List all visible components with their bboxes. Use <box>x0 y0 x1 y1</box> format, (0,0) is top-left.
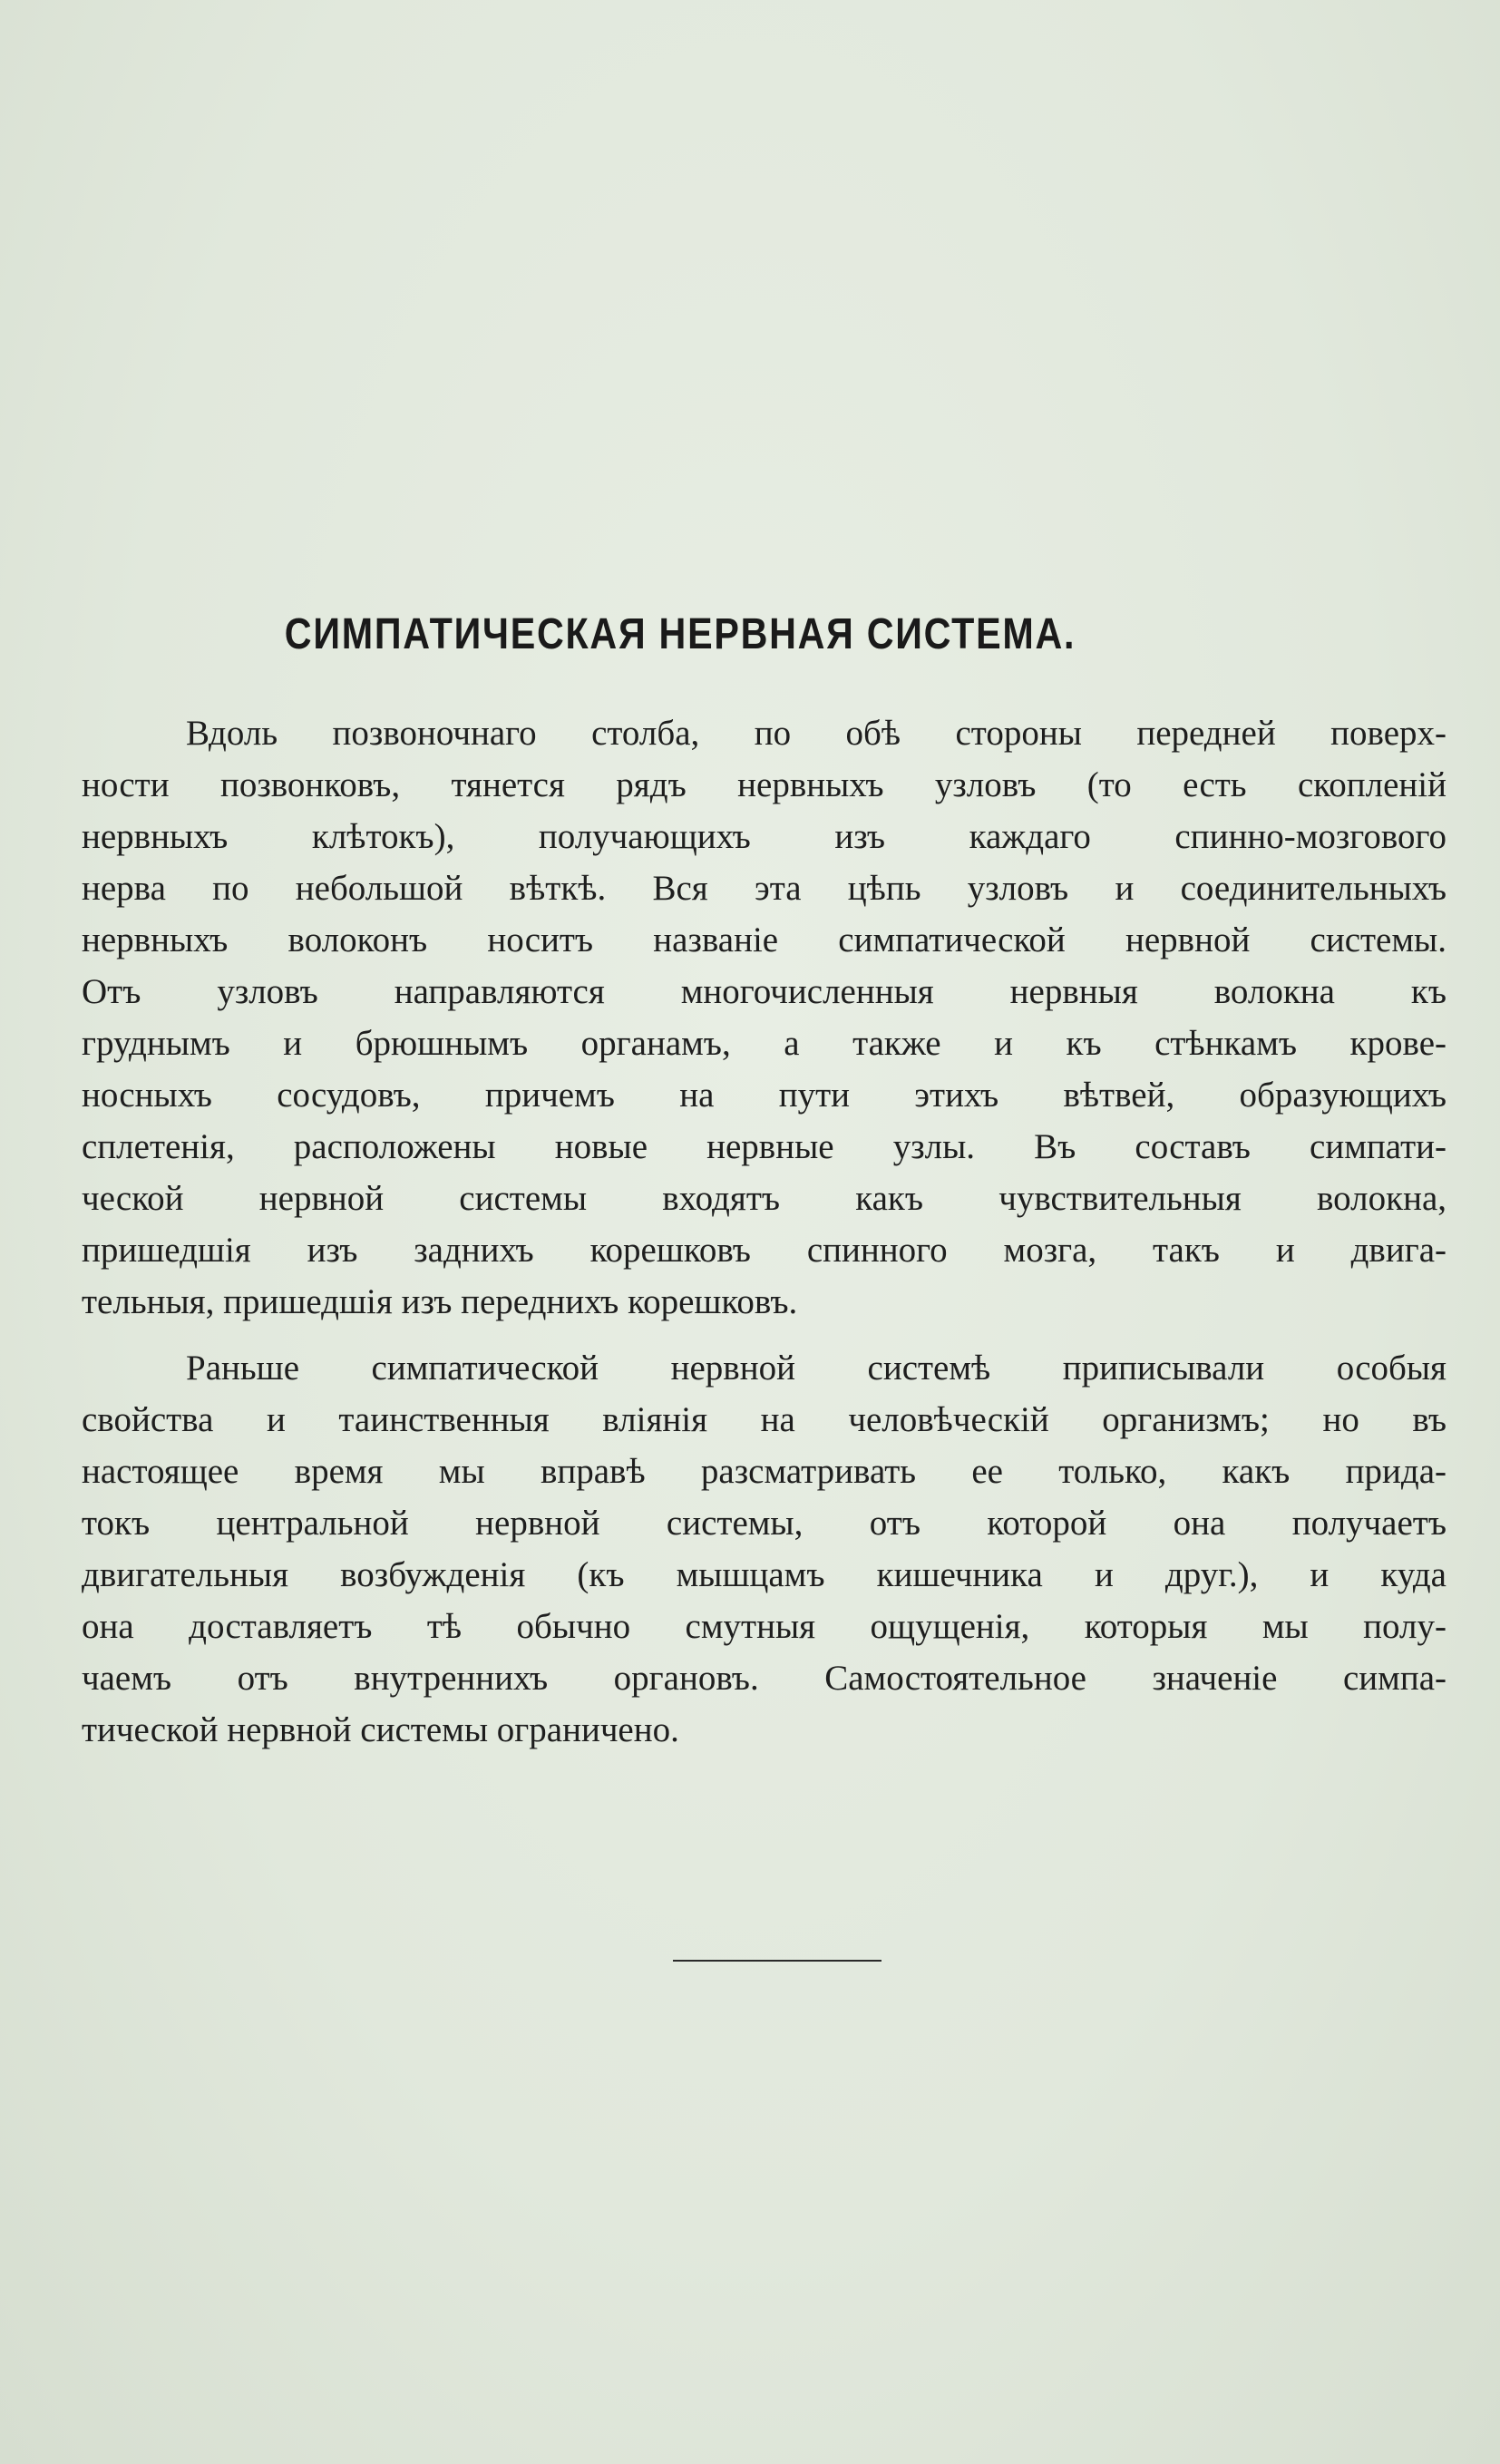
text-line: Отъ узловъ направляются многочисленныя нервныя волокна къ <box>82 972 1446 1011</box>
text-line: пришедшія изъ заднихъ корешковъ спинного мозга, такъ и двига- <box>82 1231 1446 1270</box>
text-line: нервныхъ волоконъ носитъ названіе симпатической нервной системы. <box>82 920 1446 959</box>
text-line: свойства и таинственныя вліянія на человѣческій организмъ; но въ <box>82 1400 1446 1439</box>
text-line: настоящее время мы вправѣ разсматривать ее только, какъ прида- <box>82 1452 1446 1491</box>
paragraph-2 <box>82 1342 1446 1756</box>
text-line: нервныхъ клѣтокъ), получающихъ изъ каждаго спинно-мозгового <box>82 817 1446 856</box>
text-line: тельныя, пришедшія изъ переднихъ корешковъ. <box>82 1282 798 1321</box>
paragraph-1 <box>82 707 1446 1328</box>
text-line: ческой нервной системы входятъ какъ чувствительныя волокна, <box>82 1179 1446 1218</box>
text-line: тической нервной системы ограничено. <box>82 1710 679 1749</box>
text-line: носныхъ сосудовъ, причемъ на пути этихъ вѣтвей, образующихъ <box>82 1076 1446 1115</box>
section-divider <box>673 1960 881 1962</box>
text-line: двигательныя возбужденія (къ мышцамъ кишечника и друг.), и куда <box>82 1555 1446 1594</box>
text-line: токъ центральной нервной системы, отъ которой она получаетъ <box>82 1504 1446 1543</box>
text-line: она доставляетъ тѣ обычно смутныя ощущенія, которыя мы полу- <box>82 1607 1446 1646</box>
text-line: чаемъ отъ внутреннихъ органовъ. Самостоятельное значеніе симпа- <box>82 1659 1446 1698</box>
text-line: ности позвонковъ, тянется рядъ нервныхъ узловъ (то есть скопленій <box>82 765 1446 804</box>
text-line: сплетенія, расположены новые нервные узлы. Въ составъ симпати- <box>82 1127 1446 1166</box>
text-line: Раньше симпатической нервной системѣ приписывали особыя <box>186 1349 1446 1388</box>
text-line: нерва по небольшой вѣткѣ. Вся эта цѣпь узловъ и соединительныхъ <box>82 869 1446 908</box>
text-line: Вдоль позвоночнаго столба, по обѣ стороны передней поверх- <box>186 714 1446 753</box>
section-heading: СИМПАТИЧЕСКАЯ НЕРВНАЯ СИСТЕМА. <box>284 610 1076 658</box>
text-line: груднымъ и брюшнымъ органамъ, а также и къ стѣнкамъ крове- <box>82 1024 1446 1063</box>
body-text <box>82 707 1446 1756</box>
